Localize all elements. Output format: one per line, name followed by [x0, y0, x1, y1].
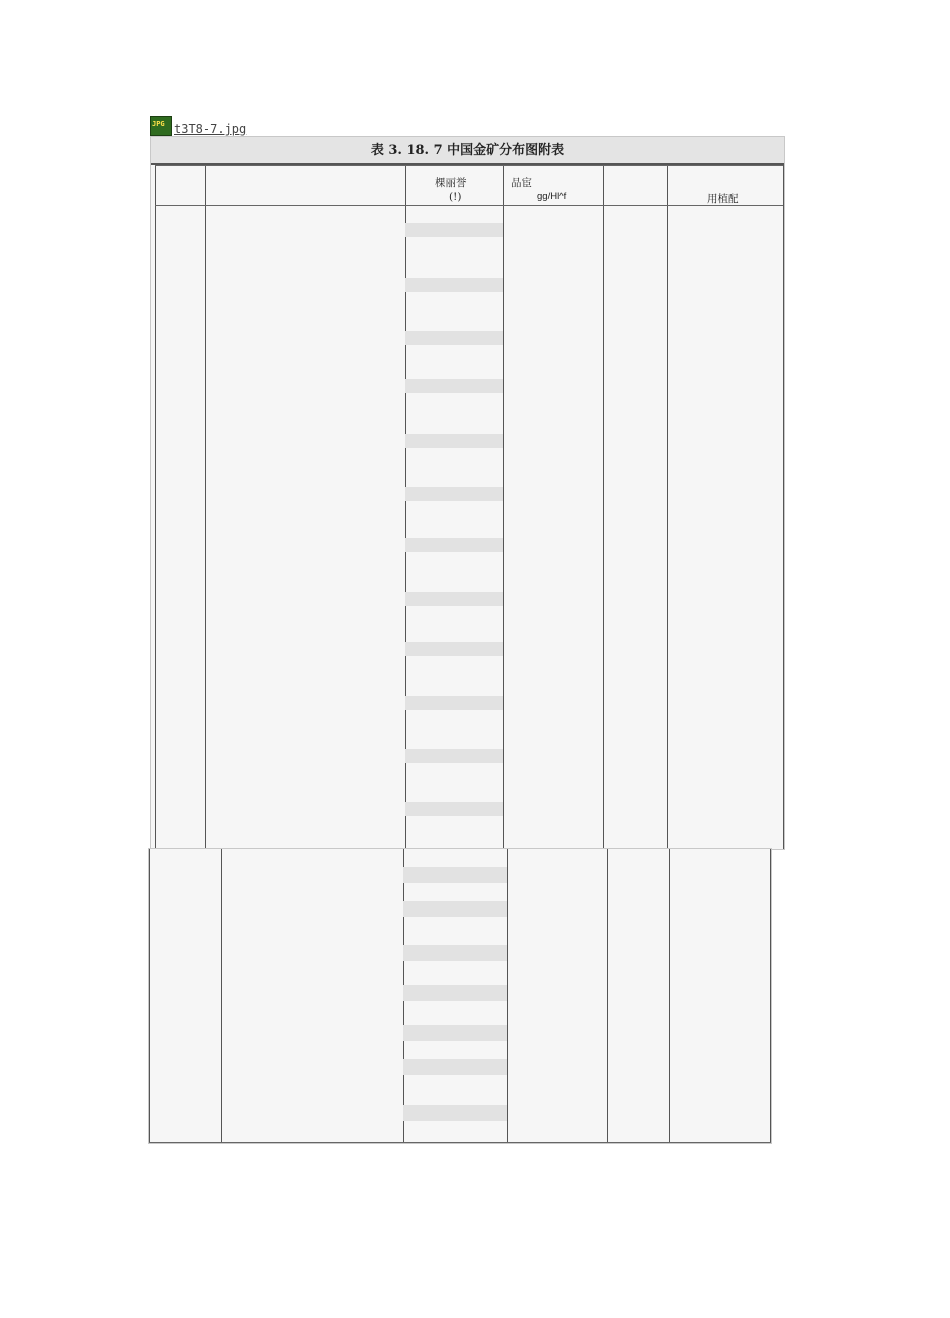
row-shade [403, 1025, 507, 1041]
column-rule [669, 849, 670, 1143]
row-shade [405, 487, 503, 501]
header-bottom-rule [155, 205, 783, 206]
file-icon-label: JPG [152, 120, 165, 128]
row-shade [405, 538, 503, 552]
file-name[interactable]: t3T8-7.jpg [174, 122, 247, 136]
column-rule [783, 165, 784, 849]
table-title: 表 3. 18. 7 中国金矿分布图附表 [151, 137, 784, 165]
column-rule [603, 165, 604, 849]
row-shade [403, 1105, 507, 1121]
header-top-rule [155, 165, 783, 166]
table-scan-part2 [148, 848, 772, 1144]
file-link[interactable] [150, 116, 246, 136]
column-rule [221, 849, 222, 1143]
row-shade [403, 867, 507, 883]
column-rule [607, 849, 608, 1143]
row-shade [405, 434, 503, 448]
column-rule [405, 165, 406, 849]
column-rule [503, 165, 504, 849]
row-shade [405, 642, 503, 656]
column-rule [149, 849, 150, 1143]
row-shade [405, 331, 503, 345]
header-col-a: 棵丽誉 [435, 177, 467, 189]
header-col-b: 品宦 [511, 177, 532, 189]
header-col-a-unit: (!) [449, 191, 462, 203]
row-shade [405, 278, 503, 292]
row-shade [405, 379, 503, 393]
row-shade [405, 802, 503, 816]
table-scan-part1 [150, 136, 785, 850]
header-col-b-unit: gg/Hl^f [537, 191, 567, 202]
column-rule [205, 165, 206, 849]
row-shade [403, 901, 507, 917]
column-rule [507, 849, 508, 1143]
bottom-rule [149, 1142, 771, 1143]
column-rule [770, 849, 771, 1143]
column-rule [155, 165, 156, 849]
row-shade [405, 696, 503, 710]
row-shade [403, 945, 507, 961]
header-col-use: 用植配 [707, 193, 739, 205]
row-shade [405, 749, 503, 763]
jpg-file-icon [150, 116, 172, 136]
row-shade [403, 985, 507, 1001]
row-shade [403, 1059, 507, 1075]
column-rule [667, 165, 668, 849]
row-shade [405, 223, 503, 237]
row-shade [405, 592, 503, 606]
